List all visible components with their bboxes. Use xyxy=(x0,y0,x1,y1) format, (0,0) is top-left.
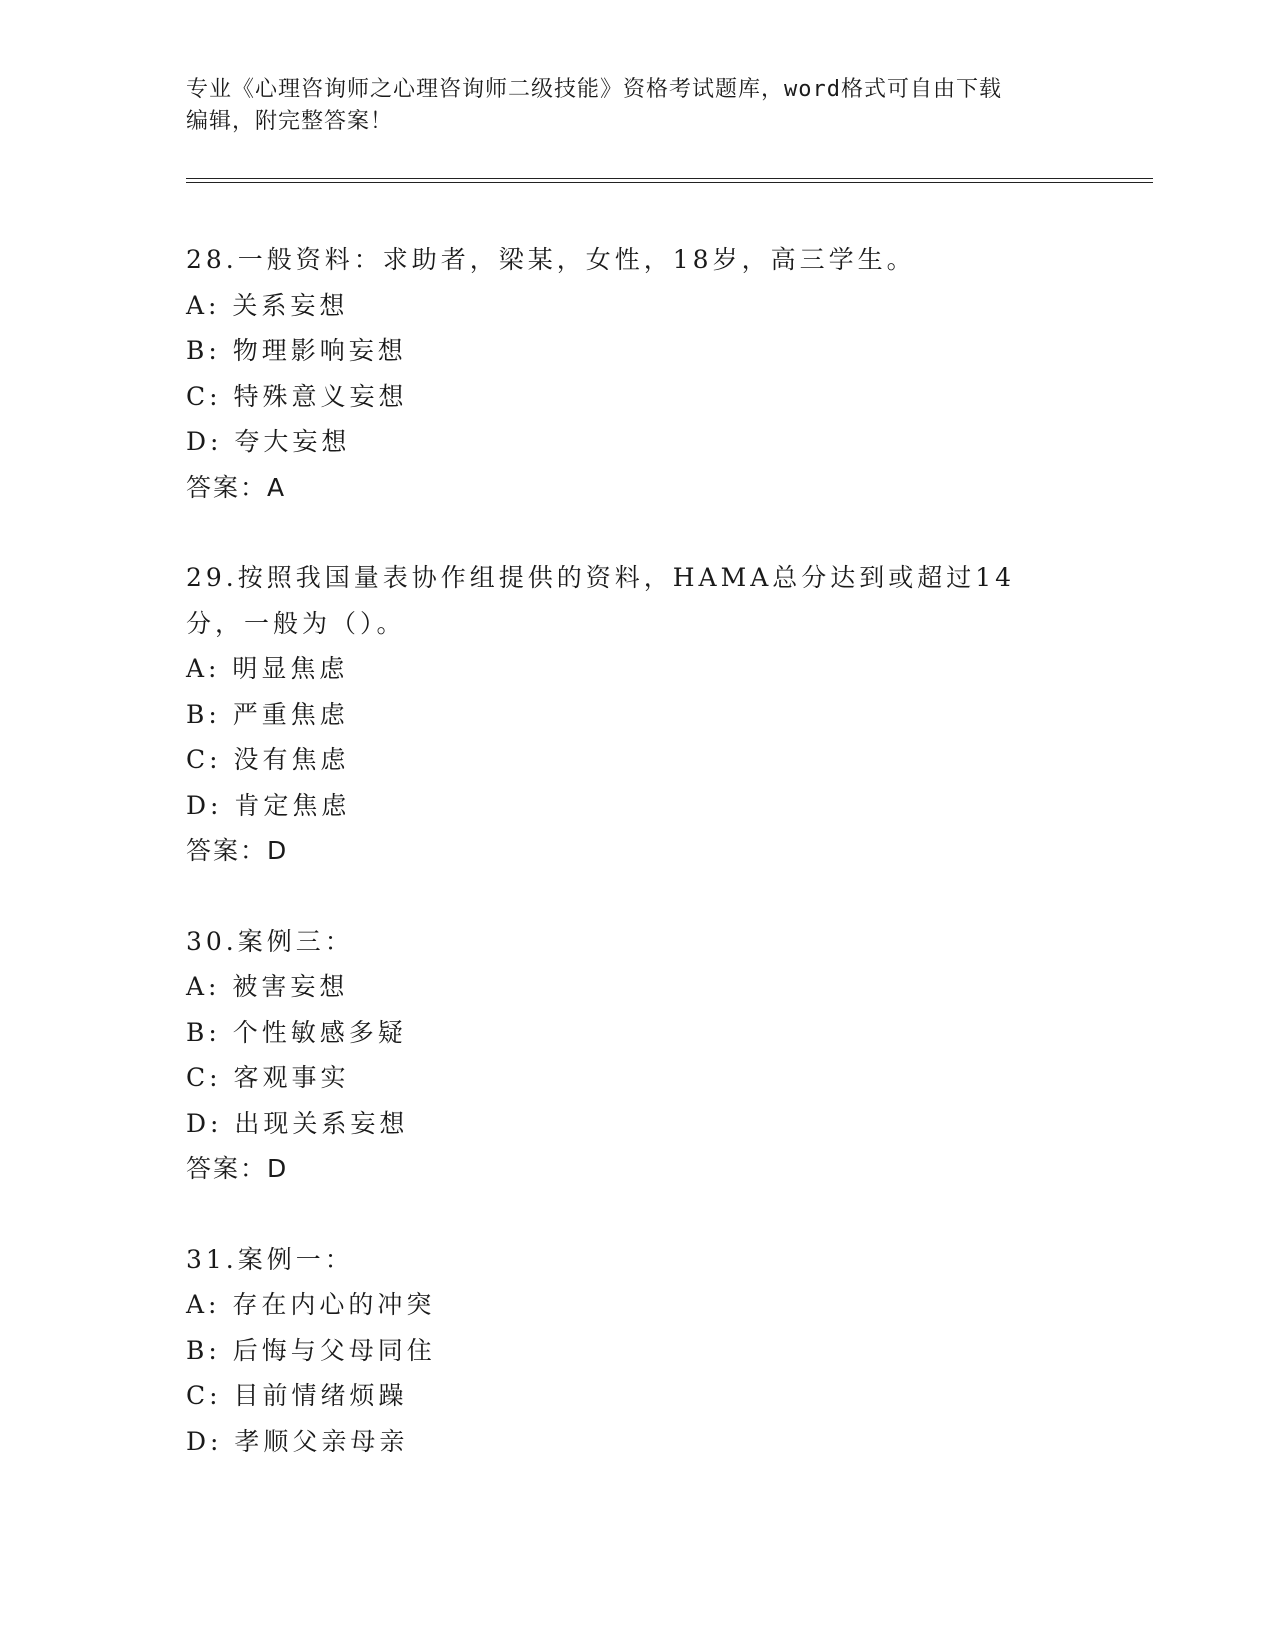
question-28 xyxy=(186,237,1086,510)
option-c: C: 目前情绪烦躁 xyxy=(186,1381,408,1410)
question-stem: 29.按照我国量表协作组提供的资料，HAMA总分达到或超过14分，一般为（）。 xyxy=(186,563,1016,638)
option-a: A: 被害妄想 xyxy=(186,972,349,1001)
option-d: D: 肯定焦虑 xyxy=(186,790,351,820)
option-a: A: 关系妄想 xyxy=(186,290,349,320)
question-stem: 31.案例一： xyxy=(186,1244,354,1274)
option-d: D: 孝顺父亲母亲 xyxy=(186,1426,409,1456)
question-stem: 28.一般资料：求助者，梁某，女性，18岁，高三学生。 xyxy=(186,245,916,274)
option-c: C: 特殊意义妄想 xyxy=(186,381,408,411)
question-list xyxy=(186,237,1086,1509)
header-divider-top xyxy=(186,178,1153,179)
header-line-1: 专业《心理咨询师之心理咨询师二级技能》资格考试题库，word格式可自由下载 xyxy=(186,77,1002,102)
option-a: A: 存在内心的冲突 xyxy=(186,1290,436,1319)
option-d: D: 夸大妄想 xyxy=(186,427,351,456)
answer-label: 答案：D xyxy=(186,836,289,865)
option-c: C: 客观事实 xyxy=(186,1063,350,1092)
question-30 xyxy=(186,919,1086,1192)
answer-label: 答案：D xyxy=(186,1154,289,1183)
option-d: D: 出现关系妄想 xyxy=(186,1108,409,1138)
option-b: B: 个性敏感多疑 xyxy=(186,1017,407,1047)
question-29 xyxy=(186,555,1086,874)
option-b: B: 严重焦虑 xyxy=(186,699,349,729)
option-b: B: 后悔与父母同住 xyxy=(186,1335,436,1365)
option-a: A: 明显焦虑 xyxy=(186,654,349,683)
header-line-2: 编辑，附完整答案！ xyxy=(186,109,394,134)
option-c: C: 没有焦虑 xyxy=(186,745,350,774)
option-b: B: 物理影响妄想 xyxy=(186,336,407,365)
question-31 xyxy=(186,1237,1086,1465)
document-header xyxy=(186,74,1066,138)
question-stem: 30.案例三： xyxy=(186,926,354,956)
answer-label: 答案：A xyxy=(186,472,287,502)
header-divider-bottom xyxy=(186,182,1153,183)
